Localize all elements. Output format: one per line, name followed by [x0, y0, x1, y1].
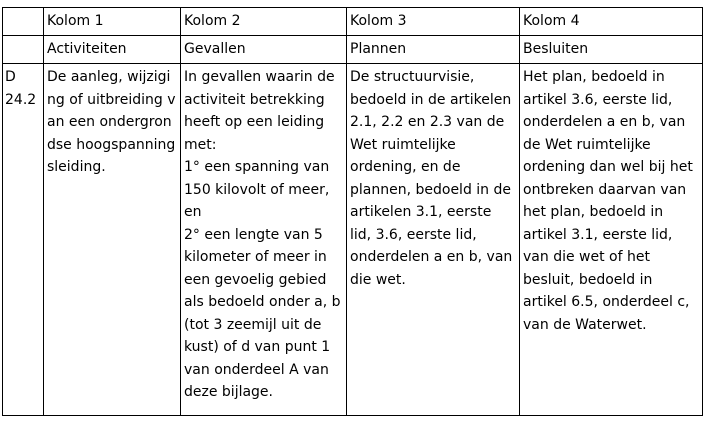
- table-row: [3, 64, 703, 416]
- subheader-plannen: Plannen: [347, 36, 520, 64]
- regulation-table: [2, 7, 703, 416]
- column-header-kolom-4: Kolom 4: [520, 8, 703, 36]
- row-code: D 24.2: [3, 64, 44, 416]
- table-cell: [3, 36, 44, 64]
- column-header-kolom-3: Kolom 3: [347, 8, 520, 36]
- subheader-activiteiten: Activiteiten: [44, 36, 181, 64]
- plannen-cell: De structuurvisie, bedoeld in de artikelen 2.1, 2.2 en 2.3 van de Wet ruimtelijke ordening, en de plannen, bedoeld in de artikelen 3.1, eerste lid, 3.6, eerste lid, onderdelen a en b, van die wet.: [347, 64, 520, 416]
- gevallen-cell: In gevallen waarin de activiteit betrekking heeft op een leiding met: 1° een spanning van 150 kilovolt of meer, en 2° een lengte van 5 kilometer of meer in een gevoelig gebied als bedoeld onder a, b (tot 3 zeemijl uit de kust) of d van punt 1 van onderdeel A van deze bijlage.: [181, 64, 347, 416]
- subheader-besluiten: Besluiten: [520, 36, 703, 64]
- column-header-kolom-2: Kolom 2: [181, 8, 347, 36]
- subheader-gevallen: Gevallen: [181, 36, 347, 64]
- besluiten-cell: Het plan, bedoeld in artikel 3.6, eerste lid, onderdelen a en b, van de Wet ruimtelijke ordening dan wel bij het ontbreken daarvan van het plan, bedoeld in artikel 3.1, eerste lid, van die wet of het besluit, bedoeld in artikel 6.5, onderdeel c, van de Waterwet.: [520, 64, 703, 416]
- activiteit-cell: De aanleg, wijziging of uitbreiding van een ondergrondse hoogspanningsleiding.: [44, 64, 181, 416]
- table-row: [3, 8, 703, 36]
- table-cell: [3, 8, 44, 36]
- column-header-kolom-1: Kolom 1: [44, 8, 181, 36]
- table-row: [3, 36, 703, 64]
